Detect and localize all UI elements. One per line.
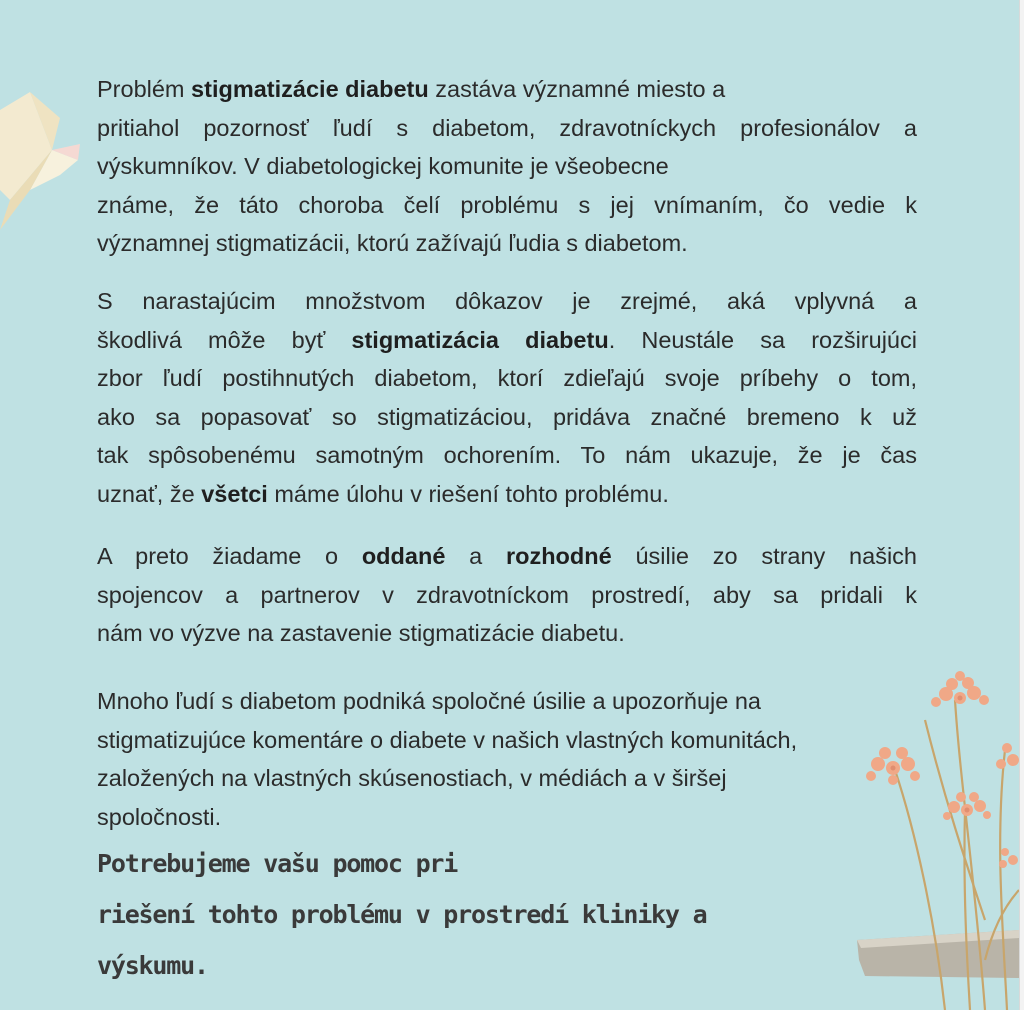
call-to-action-line-2: riešení tohto problému v prostredí kliniky a [97, 900, 707, 929]
paragraph-2-line-3: zbor ľudí postihnutých diabetom, ktorí zdieľajú svoje príbehy o tom, [97, 365, 917, 391]
paragraph-2-line-5: tak spôsobenému samotným ochorením. To nám ukazuje, že je čas [97, 442, 917, 468]
paragraph-3-line-2: spojencov a partnerov v zdravotníckom prostredí, aby sa pridali k [97, 581, 917, 608]
paper-crane-icon [0, 80, 80, 240]
dried-flowers-icon [835, 660, 1019, 1010]
bold-phrase: stigmatizácie diabetu [191, 76, 429, 102]
bold-word: rozhodné [505, 543, 612, 569]
paragraph-3-line-1: A preto žiadame o oddané a rozhodné úsilie zo strany našich [97, 543, 917, 569]
paragraph-3-line-3: nám vo výzve na zastavenie stigmatizácie diabetu. [97, 620, 625, 646]
call-to-action-line-1: Potrebujeme vašu pomoc pri [97, 849, 458, 878]
paragraph-4-line-4: spoločnosti. [97, 803, 222, 830]
bold-word: všetci [201, 480, 268, 507]
paragraph-4 [97, 682, 917, 836]
paragraph-1-line-3: výskumníkov. V diabetologickej komunite je všeobecne [97, 153, 669, 179]
paragraph-1-line-2: pritiahol pozornosť ľudí s diabetom, zdravotníckych profesionálov a [97, 114, 917, 141]
paragraph-1 [97, 70, 917, 263]
call-to-action-line-3: výskumu. [97, 951, 208, 980]
paragraph-4-line-3: založených na vlastných skúsenostiach, v médiách a v širšej [97, 765, 727, 791]
paragraph-2-line-1: S narastajúcim množstvom dôkazov je zrejmé, aká vplyvná a [97, 288, 917, 314]
paragraph-1-line-1: Problém stigmatizácie diabetu zastáva významné miesto a [97, 76, 726, 102]
paragraph-1-line-5: významnej stigmatizácii, ktorú zažívajú ľudia s diabetom. [97, 230, 688, 256]
paragraph-4-line-2: stigmatizujúce komentáre o diabete v našich vlastných komunitách, [97, 726, 798, 753]
paragraph-4-line-1: Mnoho ľudí s diabetom podniká spoločné úsilie a upozorňuje na [97, 688, 761, 714]
call-to-action [97, 838, 857, 991]
paragraph-2 [97, 282, 917, 513]
paragraph-2-line-6: uznať, že všetci máme úlohu v riešení tohto problému. [97, 480, 669, 507]
paragraph-3 [97, 537, 917, 653]
paragraph-2-line-4: ako sa popasovať so stigmatizáciou, pridáva značné bremeno k už [97, 403, 917, 430]
page-edge [1019, 0, 1024, 1010]
paragraph-1-line-4: známe, že táto choroba čelí problému s jej vnímaním, čo vedie k [97, 191, 917, 218]
bold-word: oddané [361, 543, 446, 569]
bold-phrase: stigmatizácia diabetu [351, 326, 609, 353]
paragraph-2-line-2: škodlivá môže byť stigmatizácia diabetu. Neustále sa rozširujúci [97, 326, 917, 353]
